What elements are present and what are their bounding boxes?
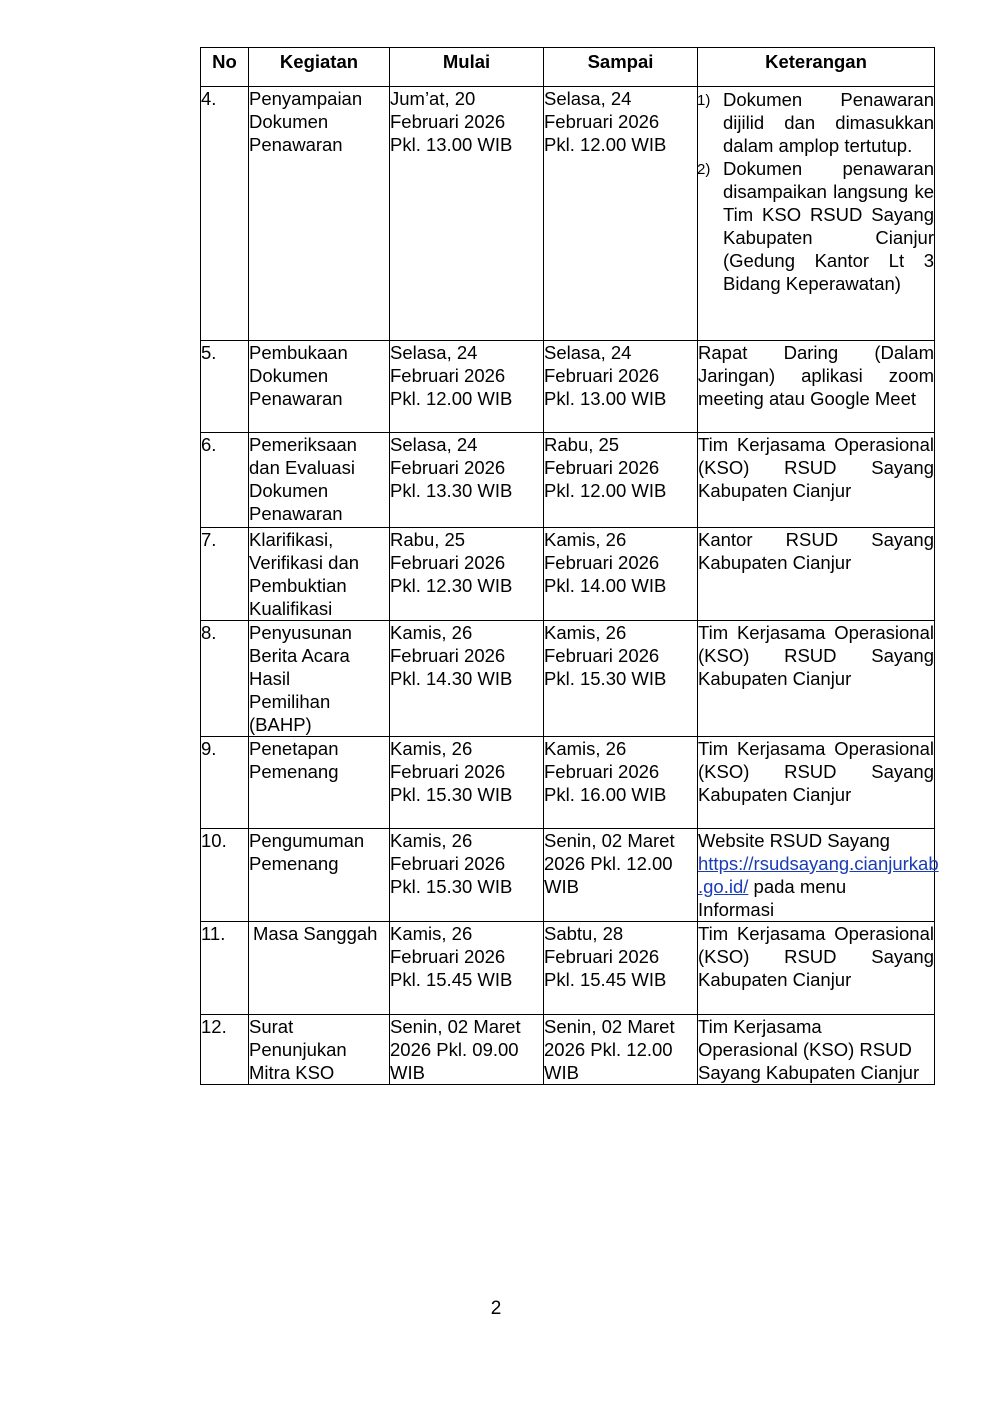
header-kegiatan: Kegiatan xyxy=(249,48,390,87)
cell-line: Pembuktian xyxy=(249,575,347,596)
cell-keterangan xyxy=(698,87,935,341)
cell-sampai xyxy=(544,87,698,341)
cell-line: WIB xyxy=(390,1062,425,1083)
cell-line: Penunjukan xyxy=(249,1039,347,1060)
cell-line: Februari 2026 xyxy=(544,365,660,386)
cell-line: Pkl. 12.30 WIB xyxy=(390,575,513,596)
cell-no: 4. xyxy=(201,87,249,341)
cell-line: Pengumuman xyxy=(249,830,365,851)
table-row xyxy=(201,621,935,737)
cell-line: Pkl. 13.00 WIB xyxy=(544,388,667,409)
list-text: Dokumen Penawaran dijilid dan dimasukkan dalam amplop tertutup. xyxy=(723,89,934,156)
cell-line: Februari 2026 xyxy=(544,111,660,132)
cell-kegiatan xyxy=(249,528,390,621)
table-row xyxy=(201,922,935,1015)
cell-keterangan: Tim Kerjasama Operasional (KSO) RSUD Sayang Kabupaten Cianjur xyxy=(698,433,935,528)
cell-line: Februari 2026 xyxy=(390,365,506,386)
keterangan-text: Website RSUD Sayang xyxy=(698,830,890,851)
cell-no: 6. xyxy=(201,433,249,528)
cell-keterangan: Tim Kerjasama Operasional (KSO) RSUD Sayang Kabupaten Cianjur xyxy=(698,922,935,1015)
cell-kegiatan xyxy=(249,87,390,341)
cell-line: 2026 Pkl. 12.00 xyxy=(544,853,673,874)
cell-kegiatan xyxy=(249,922,390,1015)
cell-line: dan Evaluasi xyxy=(249,457,355,478)
keterangan-text: pada menu xyxy=(748,876,847,897)
cell-line: Rabu, 25 xyxy=(544,434,620,455)
cell-line: WIB xyxy=(544,1062,579,1083)
cell-line: Tim Kerjasama xyxy=(698,1016,822,1037)
header-mulai: Mulai xyxy=(390,48,544,87)
cell-line: Pkl. 15.30 WIB xyxy=(390,876,513,897)
cell-no: 8. xyxy=(201,621,249,737)
cell-line: Jum’at, 20 xyxy=(390,88,476,109)
cell-line: Pemeriksaan xyxy=(249,434,357,455)
cell-sampai xyxy=(544,922,698,1015)
cell-line: Pkl. 15.30 WIB xyxy=(390,784,513,805)
header-no: No xyxy=(201,48,249,87)
cell-line: Sabtu, 28 xyxy=(544,923,624,944)
cell-no: 12. xyxy=(201,1015,249,1085)
cell-line: Dokumen xyxy=(249,111,329,132)
cell-mulai xyxy=(390,433,544,528)
header-keterangan: Keterangan xyxy=(698,48,935,87)
cell-line: 2026 Pkl. 12.00 xyxy=(544,1039,673,1060)
cell-line: Berita Acara xyxy=(249,645,350,666)
cell-mulai xyxy=(390,922,544,1015)
cell-kegiatan xyxy=(249,737,390,829)
cell-no: 5. xyxy=(201,341,249,433)
cell-line: Verifikasi dan xyxy=(249,552,360,573)
cell-mulai xyxy=(390,737,544,829)
cell-line: Masa Sanggah xyxy=(253,923,378,944)
cell-line: Kamis, 26 xyxy=(390,622,473,643)
cell-line: Pkl. 15.45 WIB xyxy=(544,969,667,990)
cell-keterangan: Tim Kerjasama Operasional (KSO) RSUD Sayang Kabupaten Cianjur xyxy=(698,737,935,829)
list-number: 1) xyxy=(697,92,711,109)
cell-line: Kamis, 26 xyxy=(390,738,473,759)
list-number: 2) xyxy=(697,161,711,178)
cell-keterangan: Tim Kerjasama Operasional (KSO) RSUD Sayang Kabupaten Cianjur xyxy=(698,621,935,737)
cell-keterangan: Kantor RSUD Sayang Kabupaten Cianjur xyxy=(698,528,935,621)
cell-line: Pemenang xyxy=(249,761,339,782)
keterangan-text: Informasi xyxy=(698,899,775,920)
cell-line: Februari 2026 xyxy=(390,457,506,478)
cell-line: Operasional (KSO) RSUD xyxy=(698,1039,912,1060)
cell-line: Februari 2026 xyxy=(390,761,506,782)
cell-mulai xyxy=(390,87,544,341)
link-continuation xyxy=(698,875,934,898)
table-row xyxy=(201,87,935,341)
cell-line: Mitra KSO xyxy=(249,1062,335,1083)
cell-keterangan xyxy=(698,1015,935,1085)
cell-line: Februari 2026 xyxy=(390,946,506,967)
cell-sampai xyxy=(544,737,698,829)
cell-mulai xyxy=(390,621,544,737)
cell-line: Penyampaian xyxy=(249,88,363,109)
cell-line: Pkl. 13.30 WIB xyxy=(390,480,513,501)
cell-line: 2026 Pkl. 09.00 xyxy=(390,1039,519,1060)
table-row xyxy=(201,528,935,621)
cell-line: Februari 2026 xyxy=(544,645,660,666)
cell-line: Pkl. 12.00 WIB xyxy=(390,388,513,409)
cell-line: Kamis, 26 xyxy=(544,738,627,759)
cell-kegiatan xyxy=(249,433,390,528)
cell-line: Selasa, 24 xyxy=(544,88,632,109)
keterangan-list xyxy=(698,88,934,295)
table-row xyxy=(201,433,935,528)
cell-sampai xyxy=(544,528,698,621)
cell-line: Februari 2026 xyxy=(544,457,660,478)
list-item xyxy=(698,88,934,157)
cell-mulai xyxy=(390,1015,544,1085)
cell-kegiatan xyxy=(249,1015,390,1085)
schedule-table xyxy=(200,47,939,1085)
cell-line: Februari 2026 xyxy=(390,111,506,132)
page-number: 2 xyxy=(490,1298,502,1319)
table-row xyxy=(201,829,935,922)
list-item xyxy=(698,157,934,295)
cell-line: Kamis, 26 xyxy=(544,622,627,643)
cell-line: Selasa, 24 xyxy=(390,434,478,455)
website-link[interactable]: https://rsudsayang.cianjurkab xyxy=(698,853,939,874)
cell-kegiatan xyxy=(249,829,390,922)
cell-sampai xyxy=(544,621,698,737)
cell-line: Senin, 02 Maret xyxy=(544,1016,675,1037)
table-header-row xyxy=(201,48,935,87)
cell-line: Senin, 02 Maret xyxy=(390,1016,521,1037)
cell-mulai xyxy=(390,341,544,433)
cell-line: Penawaran xyxy=(249,134,343,155)
cell-line: Klarifikasi, xyxy=(249,529,334,550)
table-row xyxy=(201,737,935,829)
cell-line: Penyusunan xyxy=(249,622,352,643)
cell-line: Kamis, 26 xyxy=(544,529,627,550)
cell-no: 9. xyxy=(201,737,249,829)
cell-line: Februari 2026 xyxy=(390,853,506,874)
cell-line: Kamis, 26 xyxy=(390,830,473,851)
cell-keterangan: Rapat Daring (Dalam Jaringan) aplikasi zoom meeting atau Google Meet xyxy=(698,341,935,433)
cell-line: Kamis, 26 xyxy=(390,923,473,944)
cell-line: Februari 2026 xyxy=(544,946,660,967)
cell-line: Februari 2026 xyxy=(544,761,660,782)
cell-line: Pkl. 16.00 WIB xyxy=(544,784,667,805)
cell-line: Februari 2026 xyxy=(544,552,660,573)
cell-line: Pkl. 15.45 WIB xyxy=(390,969,513,990)
cell-line: Dokumen xyxy=(249,480,329,501)
cell-sampai xyxy=(544,433,698,528)
cell-line: Pkl. 13.00 WIB xyxy=(390,134,513,155)
cell-line: Pembukaan xyxy=(249,342,348,363)
cell-line: Pkl. 14.30 WIB xyxy=(390,668,513,689)
cell-line: Hasil xyxy=(249,668,291,689)
cell-sampai xyxy=(544,341,698,433)
cell-line: Pemilihan xyxy=(249,691,331,712)
cell-line: Pemenang xyxy=(249,853,339,874)
cell-no: 7. xyxy=(201,528,249,621)
cell-line: Senin, 02 Maret xyxy=(544,830,675,851)
cell-line: (BAHP) xyxy=(249,714,312,735)
cell-mulai xyxy=(390,528,544,621)
list-text: Dokumen penawaran disampaikan langsung ke Tim KSO RSUD Sayang Kabupaten Cianjur (Gedung Kantor Lt 3 Bidang Keperawatan) xyxy=(723,158,934,294)
cell-line: WIB xyxy=(544,876,579,897)
cell-line: Rabu, 25 xyxy=(390,529,466,550)
cell-no: 11. xyxy=(201,922,249,1015)
cell-line: Februari 2026 xyxy=(390,645,506,666)
cell-line: Pkl. 14.00 WIB xyxy=(544,575,667,596)
cell-kegiatan xyxy=(249,341,390,433)
cell-kegiatan xyxy=(249,621,390,737)
header-sampai: Sampai xyxy=(544,48,698,87)
table-row xyxy=(201,341,935,433)
cell-line: Penetapan xyxy=(249,738,339,759)
cell-line: Selasa, 24 xyxy=(390,342,478,363)
cell-line: Sayang Kabupaten Cianjur xyxy=(698,1062,920,1083)
cell-no: 10. xyxy=(201,829,249,922)
cell-line: Dokumen xyxy=(249,365,329,386)
cell-line: Pkl. 12.00 WIB xyxy=(544,134,667,155)
cell-keterangan xyxy=(698,829,939,922)
cell-line: Penawaran xyxy=(249,503,343,524)
cell-sampai xyxy=(544,1015,698,1085)
cell-line: Surat xyxy=(249,1016,294,1037)
cell-sampai xyxy=(544,829,698,922)
cell-line: Selasa, 24 xyxy=(544,342,632,363)
cell-line: Kualifikasi xyxy=(249,598,333,619)
cell-line: Pkl. 12.00 WIB xyxy=(544,480,667,501)
cell-line: Penawaran xyxy=(249,388,343,409)
table-row xyxy=(201,1015,935,1085)
cell-line: Februari 2026 xyxy=(390,552,506,573)
website-link-end[interactable]: .go.id/ xyxy=(698,876,749,897)
cell-line: Pkl. 15.30 WIB xyxy=(544,668,667,689)
cell-mulai xyxy=(390,829,544,922)
